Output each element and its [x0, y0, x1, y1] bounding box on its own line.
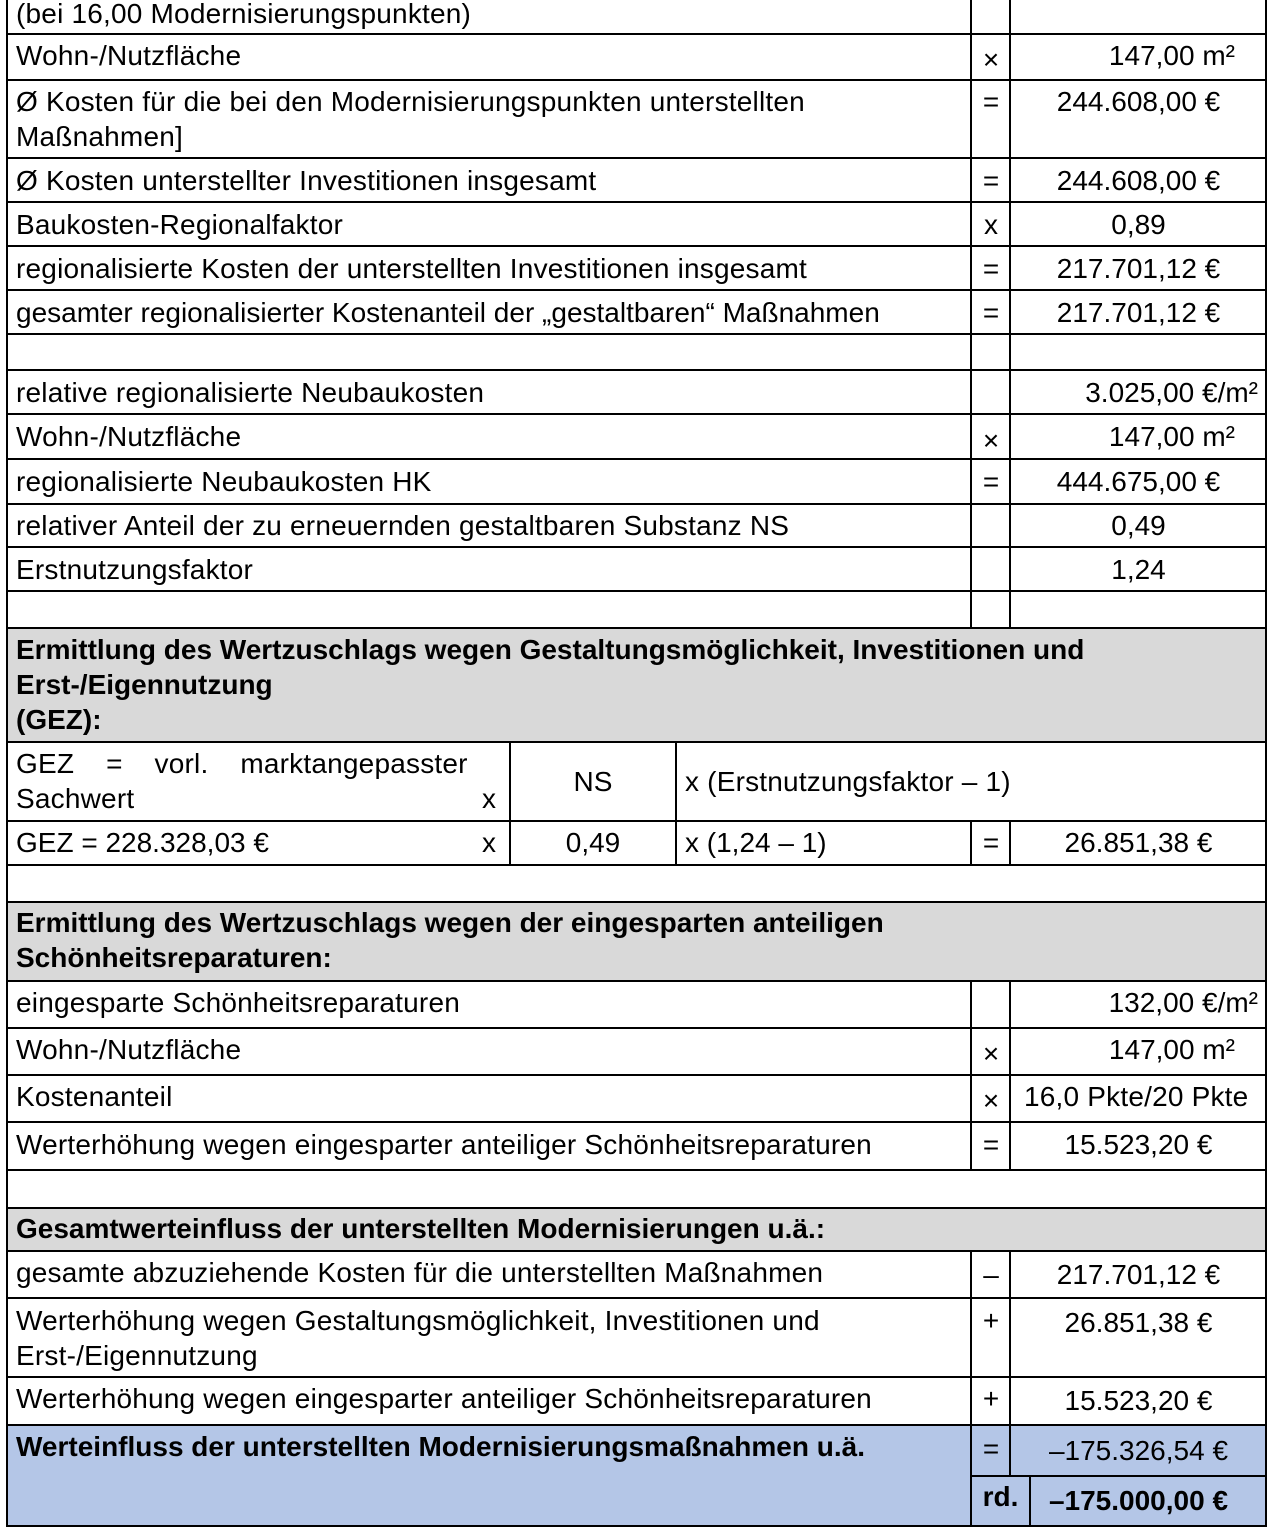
- anteil-ns-label: relativer Anteil der zu erneuernden gestaltbaren Substanz NS: [16, 510, 790, 541]
- gez-heading-line1: Ermittlung des Wertzuschlags wegen Gestaltungsmöglichkeit, Investitionen und: [16, 634, 1085, 665]
- gez-result-factor: x (1,24 – 1): [685, 827, 827, 858]
- werterhoehung-schoen2-op: +: [982, 1383, 1000, 1414]
- gez-result-value: 26.851,38 €: [1064, 827, 1213, 858]
- erstnutzungsfaktor-value: 1,24: [1111, 554, 1166, 585]
- erstnutzungsfaktor-label: Erstnutzungsfaktor: [16, 554, 254, 585]
- schoen-heading-line1: Ermittlung des Wertzuschlags wegen der eingesparten anteiligen: [16, 907, 884, 938]
- werterhoehung-schoen2-label: Werterhöhung wegen eingesparter anteiliger Schönheitsreparaturen: [16, 1383, 872, 1414]
- kosten-gesamt-label: Ø Kosten unterstellter Investitionen insgesamt: [16, 165, 597, 196]
- werterhoehung-schoen-value: 15.523,20 €: [1064, 1129, 1213, 1160]
- total-op: =: [982, 1433, 1000, 1464]
- total-label: Werteinfluss der unterstellten Modernisierungsmaßnahmen u.ä.: [16, 1431, 865, 1462]
- wohnflaeche-value-3: 147,00 m²: [1108, 1034, 1235, 1065]
- wohnflaeche-op-2: ×: [982, 425, 1000, 456]
- neubaukosten-hk-value: 444.675,00 €: [1056, 466, 1221, 497]
- wohnflaeche-label-1: Wohn-/Nutzfläche: [16, 40, 242, 71]
- abzug-value: 217.701,12 €: [1056, 1259, 1221, 1290]
- gez-formula-part1-line2: Sachwert: [16, 783, 135, 814]
- regionalfaktor-op: x: [984, 209, 998, 240]
- eingespart-label: eingesparte Schönheitsreparaturen: [16, 987, 461, 1018]
- gez-heading-line3: (GEZ):: [16, 704, 102, 735]
- gez-result-op: =: [982, 827, 1000, 858]
- werterhoehung-schoen-op: =: [982, 1129, 1000, 1160]
- relative-neubaukosten-value: 3.025,00 €/m²: [1085, 377, 1258, 408]
- rd-label: rd.: [982, 1481, 1019, 1512]
- wohnflaeche-value-1: 147,00 m²: [1108, 40, 1235, 71]
- neubaukosten-hk-op: =: [982, 466, 1000, 497]
- regionalfaktor-value: 0,89: [1111, 209, 1166, 240]
- wohnflaeche-label-3: Wohn-/Nutzfläche: [16, 1034, 242, 1065]
- anteil-ns-value: 0,49: [1111, 510, 1166, 541]
- kostenanteil-gestaltbar-op: =: [982, 297, 1000, 328]
- kosten-massnahmen-label: Ø Kosten für die bei den Modernisierungspunkten unterstellten Maßnahmen]: [16, 86, 805, 152]
- kostenanteil-op: ×: [982, 1085, 1000, 1116]
- abzug-label: gesamte abzuziehende Kosten für die unterstellten Maßnahmen: [16, 1257, 824, 1288]
- werterhoehung-gez-label-line1: Werterhöhung wegen Gestaltungsmöglichkeit, Investitionen und: [16, 1305, 820, 1336]
- wohnflaeche-value-2: 147,00 m²: [1108, 421, 1235, 452]
- gez-result-ns: 0,49: [565, 827, 621, 858]
- gez-heading-line2: Erst-/Eigennutzung: [16, 669, 273, 700]
- wohnflaeche-op-3: ×: [982, 1038, 1000, 1069]
- schoen-heading-line2: Schönheitsreparaturen:: [16, 942, 332, 973]
- werterhoehung-gez-label-line2: Erst-/Eigennutzung: [16, 1340, 258, 1371]
- werterhoehung-gez-value: 26.851,38 €: [1064, 1307, 1213, 1338]
- gez-result-x: x: [482, 827, 496, 858]
- werterhoehung-schoen-label: Werterhöhung wegen eingesparter anteiliger Schönheitsreparaturen: [16, 1129, 872, 1160]
- kosten-massnahmen-op: =: [982, 86, 1000, 117]
- werterhoehung-schoen2-value: 15.523,20 €: [1064, 1385, 1213, 1416]
- gez-result-label: GEZ = 228.328,03 €: [16, 827, 269, 858]
- note-modernisierungspunkte: (bei 16,00 Modernisierungspunkten): [16, 0, 472, 29]
- eingespart-value: 132,00 €/m²: [1108, 987, 1258, 1018]
- wohnflaeche-label-2: Wohn-/Nutzfläche: [16, 421, 242, 452]
- regionalisierte-kosten-value: 217.701,12 €: [1056, 253, 1221, 284]
- kostenanteil-gestaltbar-label: gesamter regionalisierter Kostenanteil der „gestaltbaren“ Maßnahmen: [16, 297, 880, 328]
- wohnflaeche-op-1: ×: [982, 44, 1000, 75]
- kostenanteil-gestaltbar-value: 217.701,12 €: [1056, 297, 1221, 328]
- neubaukosten-hk-label: regionalisierte Neubaukosten HK: [16, 466, 432, 497]
- kostenanteil-value: 16,0 Pkte/20 Pkte: [1024, 1081, 1249, 1112]
- abzug-op: –: [983, 1259, 999, 1290]
- gesamt-heading: Gesamtwerteinfluss der unterstellten Modernisierungen u.ä.:: [16, 1213, 826, 1244]
- gez-formula-factor: x (Erstnutzungsfaktor – 1): [685, 766, 1011, 797]
- kostenanteil-label: Kostenanteil: [16, 1081, 173, 1112]
- werterhoehung-gez-op: +: [982, 1305, 1000, 1336]
- gez-formula-part1-line1: GEZ = vorl. marktangepasster: [16, 748, 468, 779]
- kosten-gesamt-value: 244.608,00 €: [1056, 165, 1221, 196]
- kosten-gesamt-op: =: [982, 165, 1000, 196]
- kosten-massnahmen-value: 244.608,00 €: [1056, 86, 1221, 117]
- regionalisierte-kosten-op: =: [982, 253, 1000, 284]
- gez-formula-x: x: [482, 783, 496, 814]
- total-value: –175.326,54 €: [1048, 1435, 1229, 1466]
- rd-value: –175.000,00 €: [1048, 1485, 1229, 1516]
- gez-formula-ns: NS: [573, 766, 613, 797]
- regionalfaktor-label: Baukosten-Regionalfaktor: [16, 209, 343, 240]
- relative-neubaukosten-label: relative regionalisierte Neubaukosten: [16, 377, 485, 408]
- regionalisierte-kosten-label: regionalisierte Kosten der unterstellten Investitionen insgesamt: [16, 253, 808, 284]
